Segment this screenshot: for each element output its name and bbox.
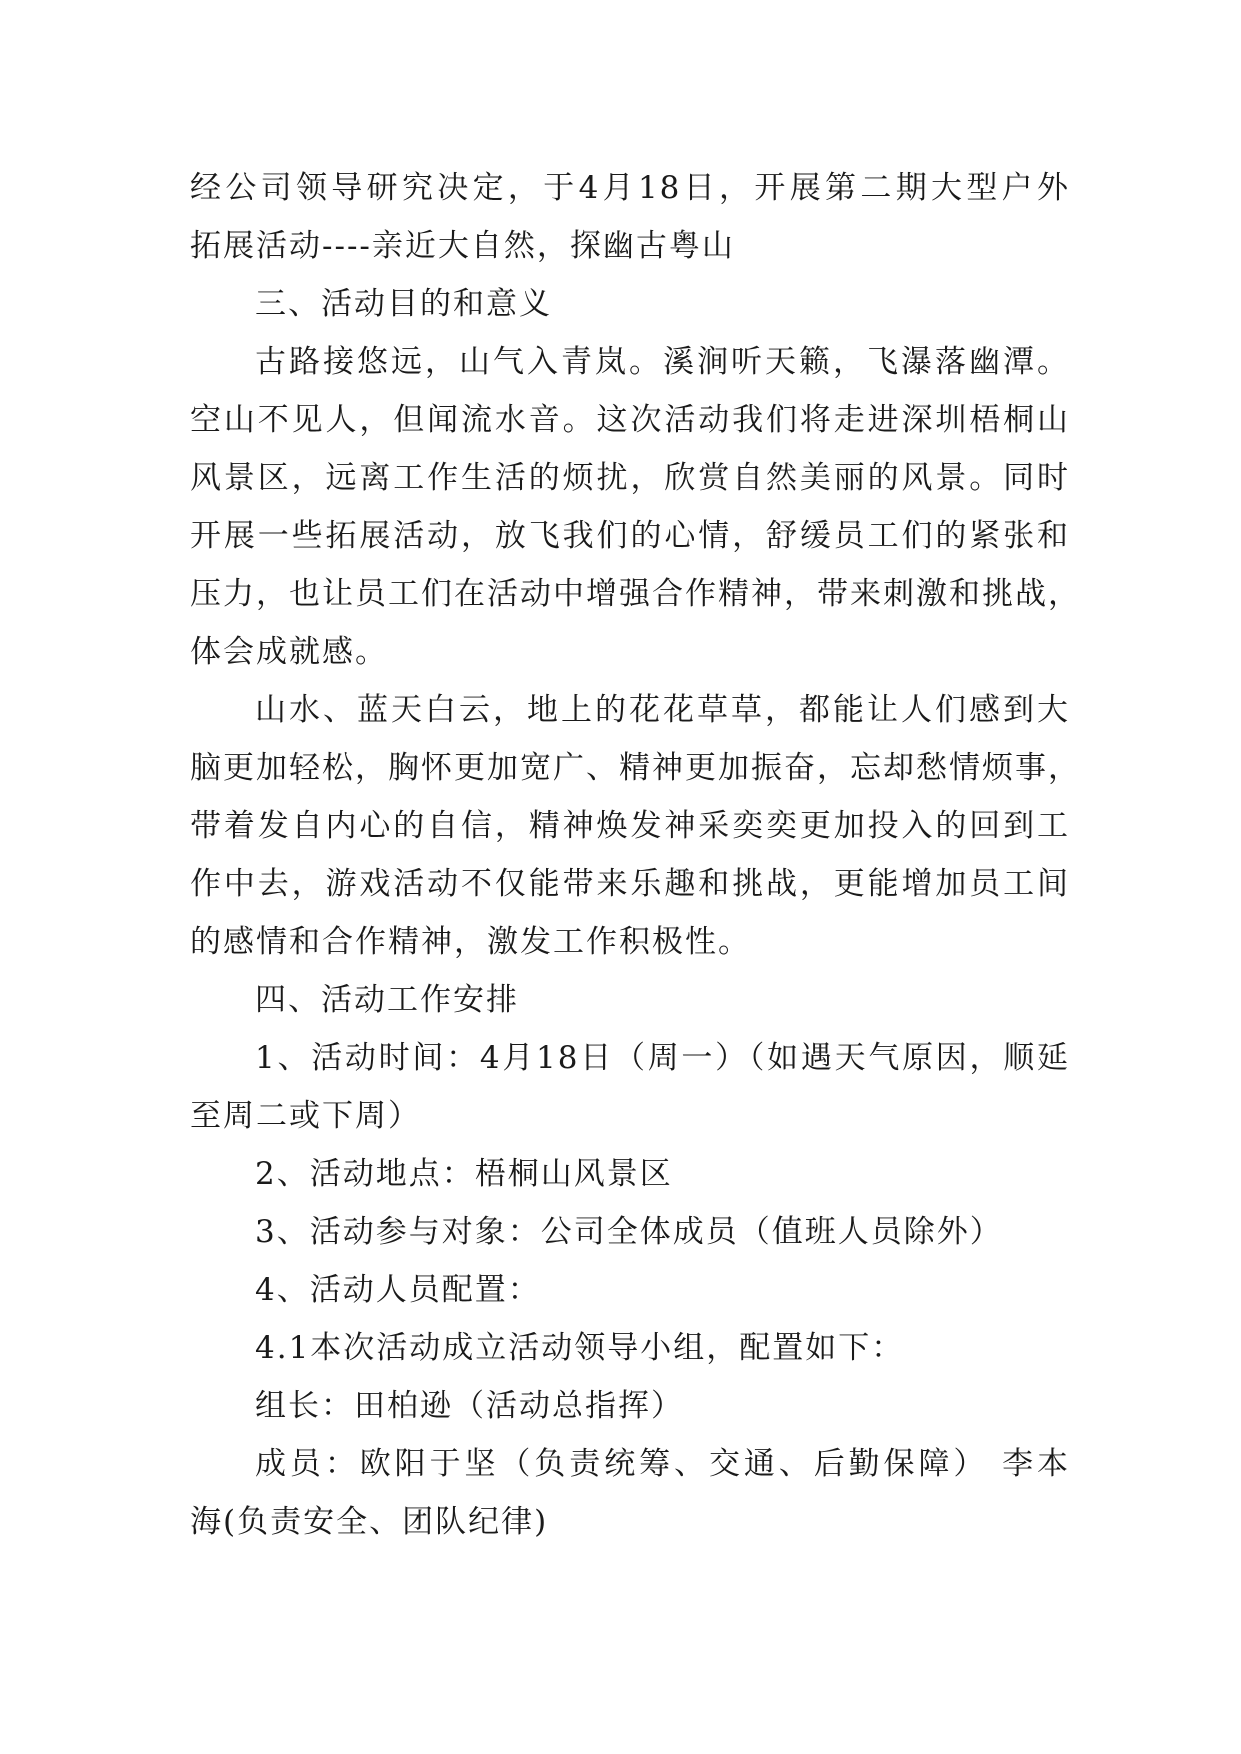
body-text-line: 风景区，远离工作生活的烦扰，欣赏自然美丽的风景。同时 <box>190 460 1070 496</box>
list-item: 4、活动人员配置： <box>255 1272 541 1308</box>
body-text-line: 带着发自内心的自信，精神焕发神采奕奕更加投入的回到工 <box>190 808 1070 844</box>
body-text-line: 开展一些拓展活动，放飞我们的心情，舒缓员工们的紧张和 <box>190 518 1070 554</box>
section-heading: 三、活动目的和意义 <box>255 286 552 322</box>
section-heading: 四、活动工作安排 <box>255 982 519 1018</box>
body-text-line: 经公司领导研究决定，于4月18日，开展第二期大型户外 <box>190 170 1070 206</box>
body-text-line: 压力，也让员工们在活动中增强合作精神，带来刺激和挑战， <box>190 576 1081 612</box>
list-item: 2、活动地点：梧桐山风景区 <box>255 1156 673 1192</box>
list-item: 3、活动参与对象：公司全体成员（值班人员除外） <box>255 1214 1003 1250</box>
body-text-line: 体会成就感。 <box>190 634 388 670</box>
list-item: 成员：欧阳于坚（负责统筹、交通、后勤保障） 李本 <box>255 1446 1070 1482</box>
body-text-line: 作中去，游戏活动不仅能带来乐趣和挑战，更能增加员工间 <box>190 866 1070 902</box>
body-text-line: 山水、蓝天白云，地上的花花草草，都能让人们感到大 <box>255 692 1070 728</box>
list-item-continuation: 海(负责安全、团队纪律) <box>190 1504 549 1540</box>
body-text-line: 古路接悠远，山气入青岚。溪涧听天籁，飞瀑落幽潭。 <box>255 344 1070 380</box>
body-text-line: 拓展活动----亲近大自然，探幽古粤山 <box>190 228 735 264</box>
body-text-line: 脑更加轻松，胸怀更加宽广、精神更加振奋，忘却愁情烦事， <box>190 750 1081 786</box>
list-item: 4.1本次活动成立活动领导小组，配置如下： <box>255 1330 905 1366</box>
list-item: 1、活动时间：4月18日（周一）（如遇天气原因，顺延 <box>255 1040 1070 1076</box>
list-item-continuation: 至周二或下周） <box>190 1098 421 1134</box>
list-item: 组长：田柏逊（活动总指挥） <box>255 1388 684 1424</box>
body-text-line: 空山不见人，但闻流水音。这次活动我们将走进深圳梧桐山 <box>190 402 1070 438</box>
body-text-line: 的感情和合作精神，激发工作积极性。 <box>190 924 751 960</box>
